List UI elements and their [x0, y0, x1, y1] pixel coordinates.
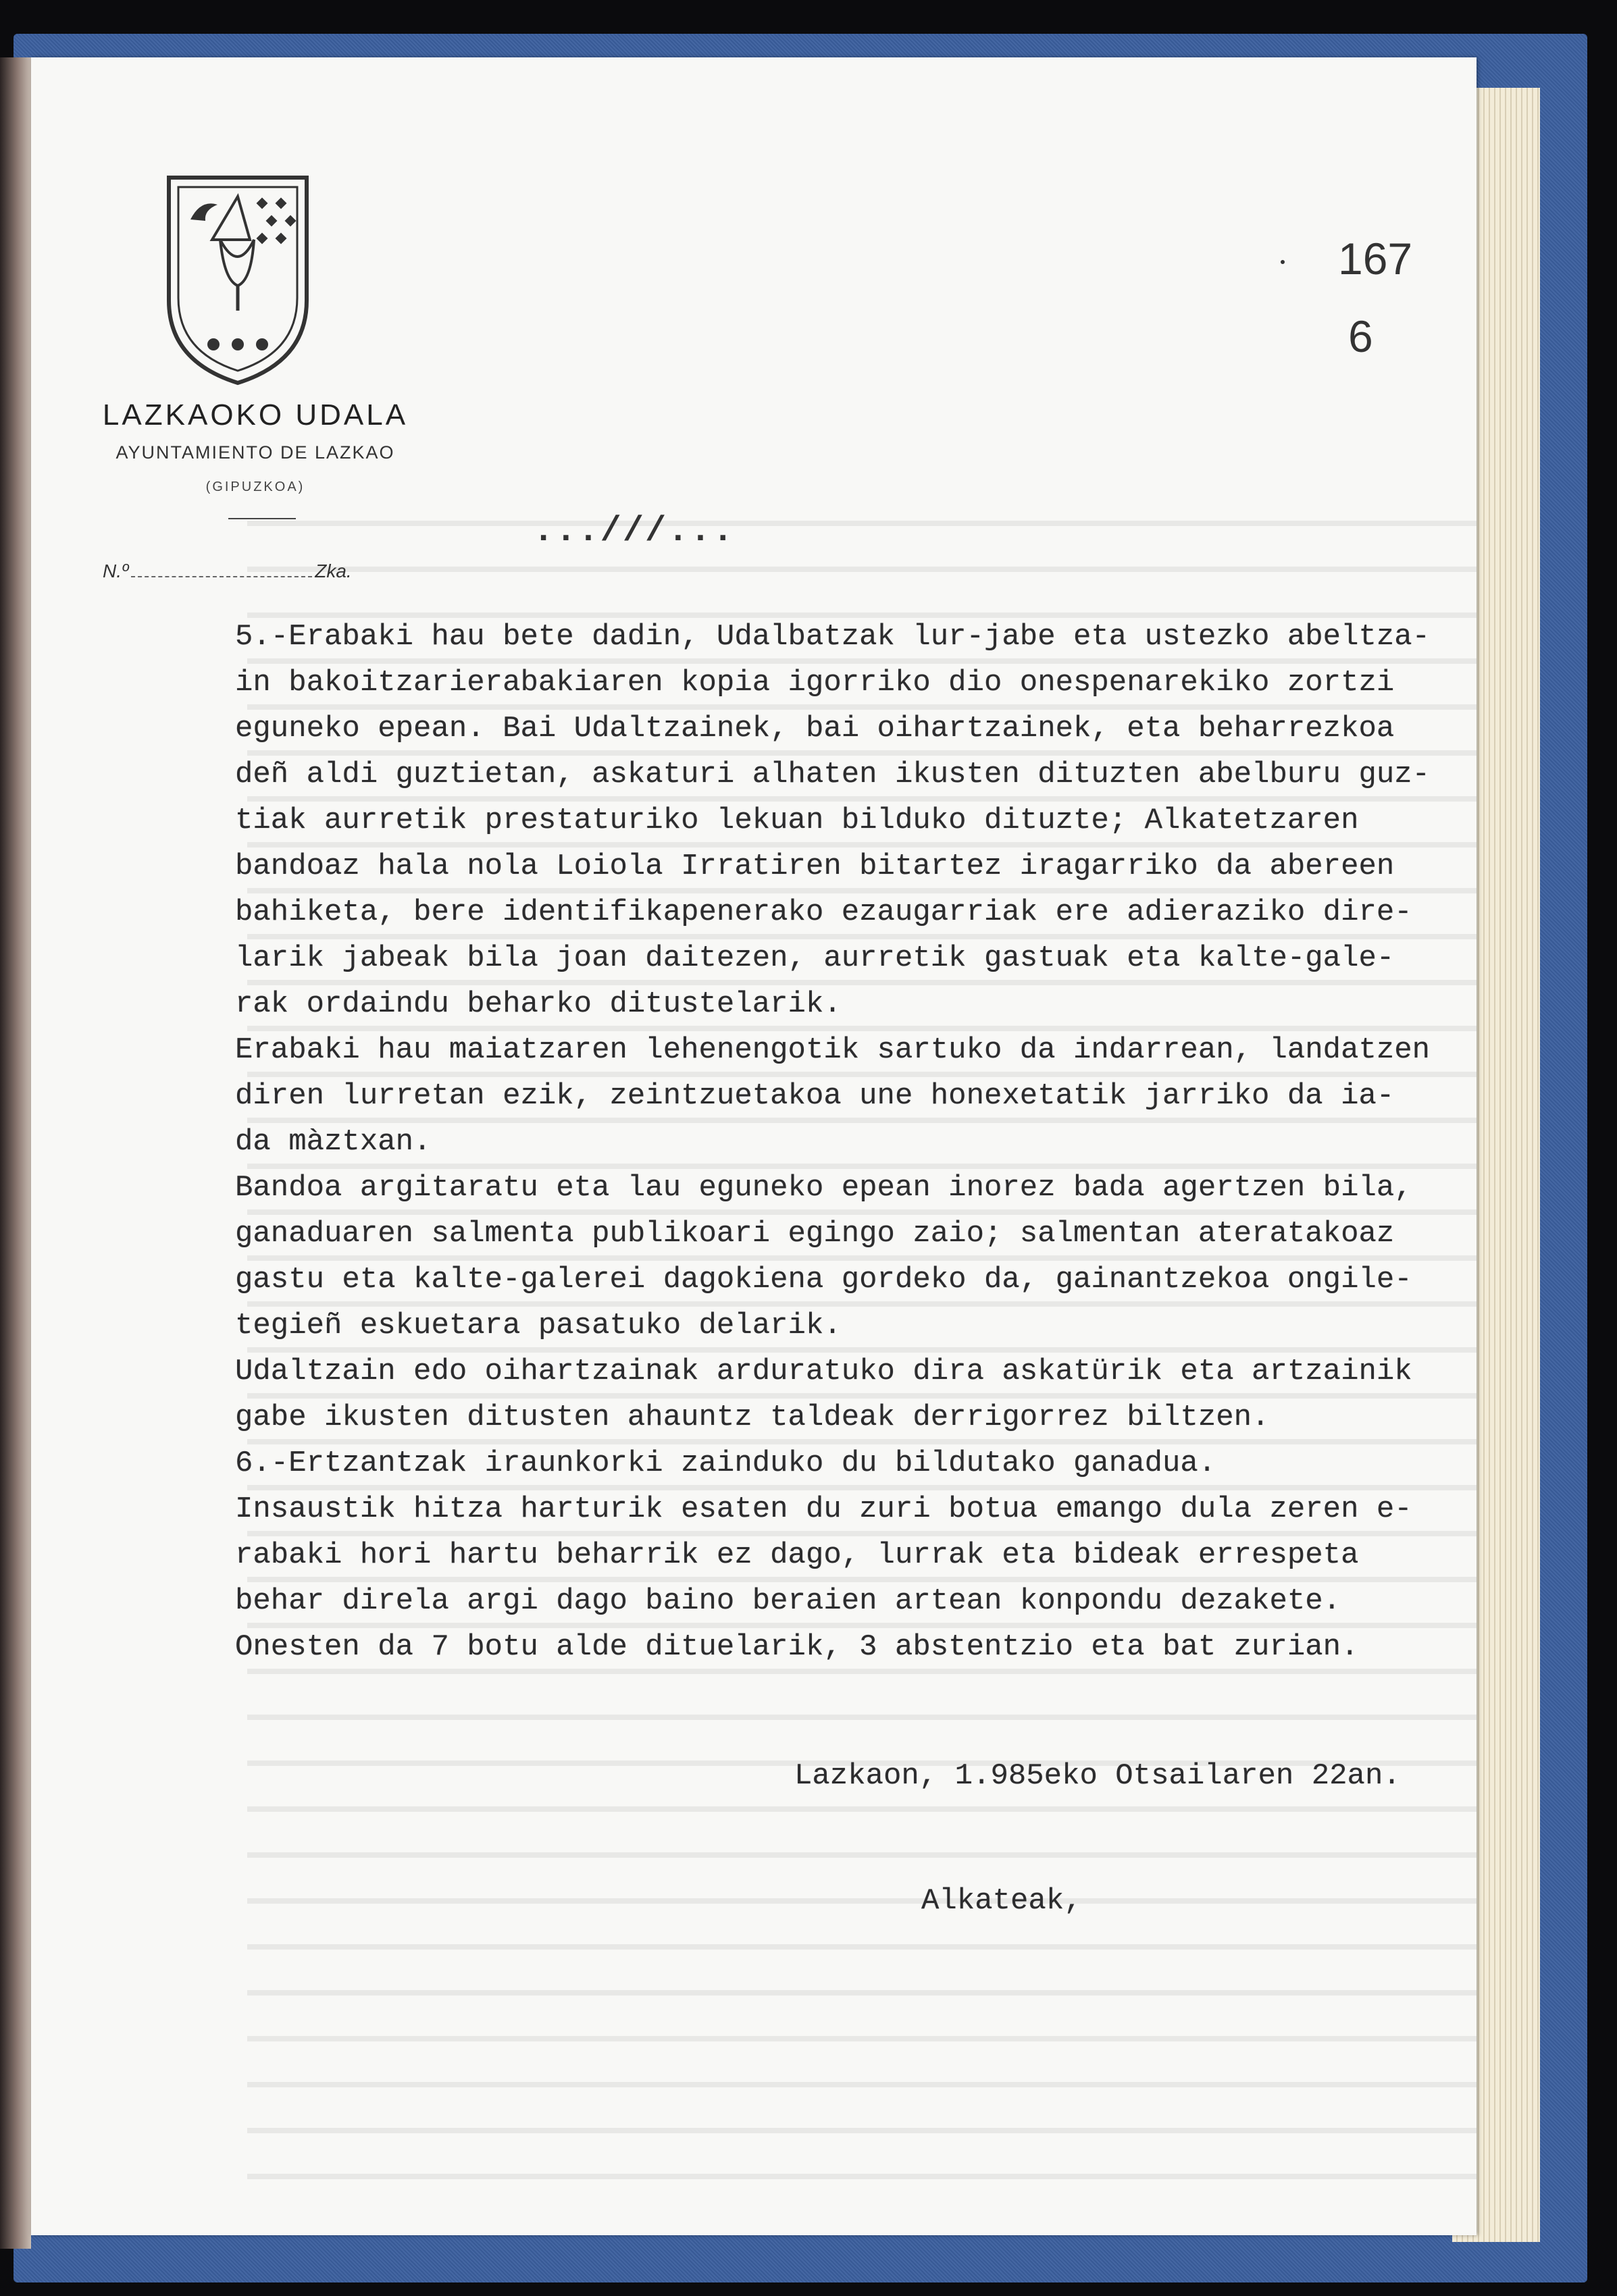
- place-date: Lazkaon, 1.985eko Otsailaren 22an.: [794, 1759, 1401, 1793]
- org-subtitle: AYUNTAMIENTO DE LAZKAO: [116, 442, 395, 463]
- ref-prefix: N.º: [103, 560, 129, 581]
- left-page-edge: [0, 57, 31, 2249]
- body-line: larik jabeak bila joan daitezen, aurretik gastuak eta kalte-gale-: [235, 941, 1395, 975]
- body-line: da màztxan.: [235, 1125, 432, 1159]
- body-line: tiak aurretik prestaturiko lekuan bilduko dituzte; Alkatetzaren: [235, 804, 1359, 837]
- body-line: tegieñ eskuetara pasatuko delarik.: [235, 1309, 842, 1342]
- body-line: bandoaz hala nola Loiola Irratiren bitartez iragarriko da abereen: [235, 850, 1395, 883]
- coat-of-arms-icon: [163, 172, 312, 388]
- body-text: [235, 614, 1505, 1670]
- body-line: Insaustik hitza harturik esaten du zuri botua emango dula zeren e-: [235, 1492, 1412, 1526]
- body-line: Bandoa argitaratu eta lau eguneko epean inorez bada agertzen bila,: [235, 1171, 1412, 1205]
- org-province: (GIPUZKOA): [205, 479, 305, 494]
- divider: [228, 518, 296, 519]
- body-line: gastu eta kalte-galerei dagokiena gordeko da, gainantzekoa ongile-: [235, 1263, 1412, 1297]
- body-line: 5.-Erabaki hau bete dadin, Udalbatzak lur-jabe eta ustezko abeltza-: [235, 620, 1431, 654]
- body-line: ganaduaren salmenta publikoari egingo zaio; salmentan ateratakoaz: [235, 1217, 1395, 1251]
- body-line: bahiketa, bere identifikapenerako ezaugarriak ere adieraziko dire-: [235, 895, 1412, 929]
- body-line: Onesten da 7 botu alde dituelarik, 3 abstentzio eta bat zurian.: [235, 1630, 1359, 1664]
- body-line: Udaltzain edo oihartzainak arduratuko dira askatürik eta artzainik: [235, 1355, 1412, 1388]
- ref-blank-line: [131, 576, 312, 577]
- body-line: rak ordaindu beharko ditustelarik.: [235, 987, 842, 1021]
- folio-subnumber: 6: [1348, 311, 1373, 361]
- body-line: deñ aldi guztietan, askaturi alhaten ikusten dituzten abelburu guz-: [235, 758, 1431, 791]
- document-page: [31, 57, 1477, 2235]
- body-line: diren lurretan ezik, zeintzuetakoa une honexetatik jarriko da ia-: [235, 1079, 1395, 1113]
- body-line: gabe ikusten ditusten ahauntz taldeak derrigorrez biltzen.: [235, 1401, 1270, 1434]
- body-line: in bakoitzarierabakiaren kopia igorriko dio onespenarekiko zortzi: [235, 666, 1395, 700]
- signatory: Alkateak,: [921, 1884, 1082, 1918]
- ink-dot: [1281, 260, 1285, 264]
- continuation-mark: ...///...: [533, 511, 735, 551]
- folio-number: 167: [1338, 234, 1413, 284]
- body-line: 6.-Ertzantzak iraunkorki zainduko du bildutako ganadua.: [235, 1446, 1216, 1480]
- org-name: LAZKAOKO UDALA: [102, 398, 409, 432]
- body-line: rabaki hori hartu beharrik ez dago, lurrak eta bideak errespeta: [235, 1538, 1359, 1572]
- body-line: behar direla argi dago baino beraien artean konpondu dezakete.: [235, 1584, 1341, 1618]
- ref-suffix: Zka.: [315, 560, 352, 581]
- body-line: Erabaki hau maiatzaren lehenengotik sartuko da indarrean, landatzen: [235, 1033, 1431, 1067]
- reference-number-field: [103, 560, 352, 582]
- body-line: eguneko epean. Bai Udaltzainek, bai oihartzainek, eta beharrezkoa: [235, 712, 1395, 746]
